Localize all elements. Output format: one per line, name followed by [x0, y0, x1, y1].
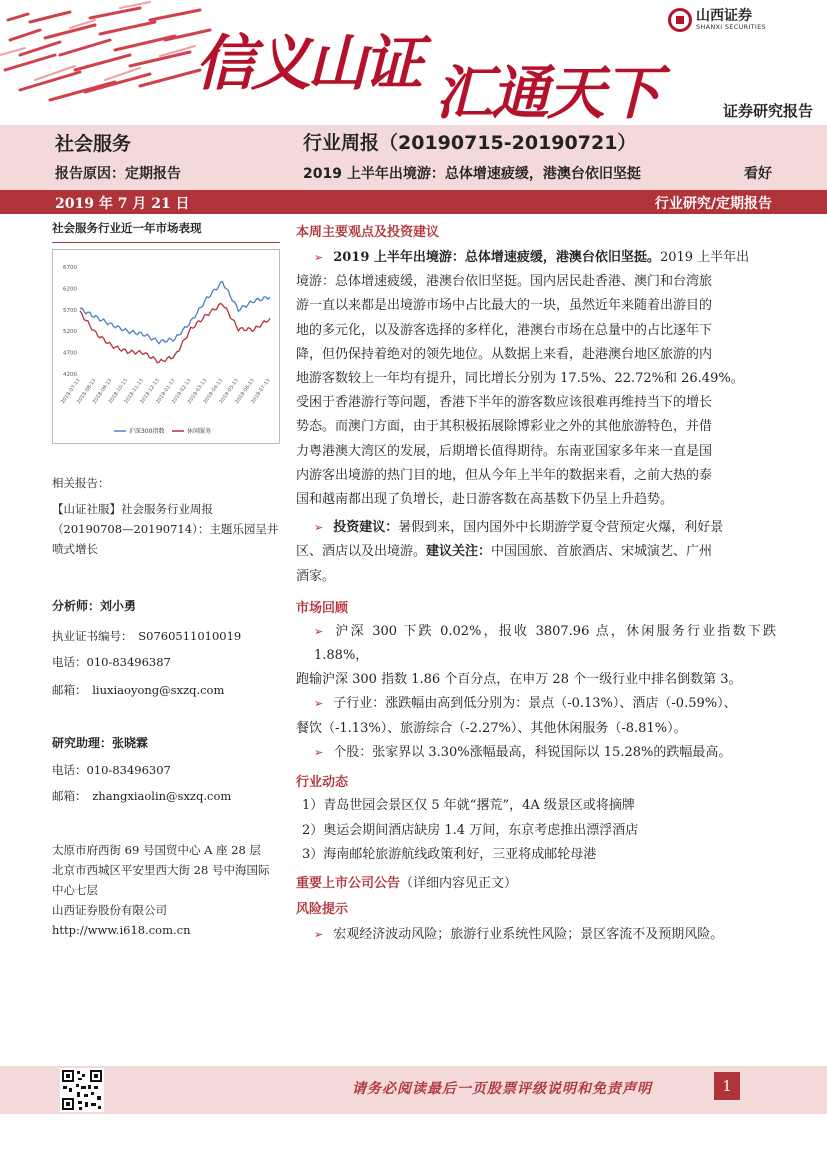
outbound-line-8: 力粤港澳大湾区的发展，后期增长值得期待。东南亚国家多年来一直是国	[296, 443, 713, 459]
assistant-name: 研究助理：张晓霖	[52, 736, 149, 750]
y-tick-label: 5200	[63, 329, 77, 336]
x-tick-label: 2018-09-13	[91, 377, 114, 405]
legend-label-1: 休闲服务	[187, 428, 212, 435]
announcements-note: （详细内容见正文）	[400, 875, 518, 891]
bullet-arrow-icon: ➢	[314, 745, 324, 759]
y-tick-label: 4700	[63, 350, 77, 357]
outbound-line-9: 内游客出境游的热门目的地，但从今年上半年的数据来看，之前大热的泰	[296, 467, 713, 483]
chart-frame	[53, 250, 280, 444]
analyst-name: 分析师：刘小勇	[52, 599, 137, 613]
x-tick-label: 2018-07-13	[60, 377, 82, 405]
outbound-lead: 2019 上半年出境游：总体增速疲缓，港澳台依旧坚挺。	[333, 250, 660, 265]
outbound-line-1: 境游：总体增速疲缓，港澳台依旧坚挺。国内居民赴香港、澳门和台湾旅	[296, 274, 713, 290]
news-item-3[interactable]: 3）海南邮轮旅游航线政策利好，三亚将成邮轮母港	[302, 847, 597, 863]
company-name: 山西证券股份有限公司	[52, 903, 167, 917]
investment-text-4: 酒家。	[296, 568, 336, 584]
market-line-2b: 餐饮（-1.13%）、旅游综合（-2.27%）、其他休闲服务（-8.81%）。	[296, 720, 687, 736]
y-tick-label: 5700	[63, 307, 77, 314]
page-number: 1	[714, 1072, 740, 1100]
announcements-row	[296, 872, 776, 891]
rating: 看好	[744, 166, 772, 182]
market-line-2a: 子行业：涨跌幅由高到低分别为：景点（-0.13%）、酒店（-0.59%）、	[333, 696, 737, 712]
x-tick-label: 2019-07-13	[250, 377, 272, 405]
company-logo	[668, 8, 766, 32]
paragraph-outbound-travel	[296, 246, 776, 512]
address-beijing: 北京市西城区平安里西大街 28 号中海国际中心七层	[52, 863, 270, 897]
outbound-line-2: 游一直以来都是出境游市场中占比最大的一块，虽然近年来随着出游目的	[296, 298, 713, 314]
x-tick-label: 2019-01-13	[155, 377, 177, 405]
outbound-line-6: 受困于香港游行等问题，香港下半年的游客数应该很难再维持当下的增长	[296, 395, 713, 411]
risk-text: 宏观经济波动风险；旅游行业系统性风险；景区客流不及预期风险。	[333, 926, 724, 942]
assistant-phone: 电话：010-83496307	[52, 763, 171, 777]
left-sidebar	[52, 220, 280, 937]
company-address	[52, 840, 280, 940]
logo-english-name: SHANXI SECURITIES	[696, 23, 766, 31]
industry-news-list	[296, 794, 776, 868]
risk-warning	[296, 923, 776, 947]
market-chart	[52, 249, 280, 444]
news-item-1[interactable]: 1）青岛世园会景区仅 5 年就“撂荒”，4A 级景区或将摘牌	[302, 798, 635, 814]
investment-lead: 投资建议：	[333, 520, 399, 536]
bullet-arrow-icon: ➢	[314, 927, 324, 941]
investment-text-2: 区、酒店以及出境游。	[296, 544, 427, 560]
legend-label-0: 沪深300指数	[129, 428, 165, 435]
market-line-1a: 沪深 300 下跌 0.02%，报收 3807.96 点，休闲服务行业指数下跌 1.88%，	[314, 623, 776, 664]
outbound-line-10: 国和越南都出现了负增长，赴日游客数在高基数下仍呈上升趋势。	[296, 492, 674, 508]
disclaimer: 请务必阅读最后一页股票评级说明和免责声明	[352, 1081, 652, 1097]
bullet-arrow-icon: ➢	[314, 624, 324, 638]
bullet-arrow-icon: ➢	[314, 521, 324, 535]
company-website[interactable]: http://www.i618.com.cn	[52, 923, 191, 937]
investment-text-3: 中国国旅、首旅酒店、宋城演艺、广州	[491, 544, 713, 560]
x-tick-label: 2019-06-13	[234, 377, 256, 405]
y-tick-label: 4200	[63, 372, 77, 378]
chart-svg	[52, 249, 280, 444]
x-tick-label: 2019-04-13	[202, 377, 225, 405]
x-tick-label: 2019-03-13	[186, 377, 209, 405]
market-line-3: 个股：张家界以 3.30%涨幅最高，科锐国际以 15.28%的跌幅最高。	[333, 744, 732, 760]
slogan-part2: 汇通天下	[435, 59, 660, 125]
outbound-line-7: 势态。而澳门方面，由于其积极拓展除博彩业之外的其他旅游特色，并借	[296, 419, 713, 435]
market-line-1b: 跑输沪深 300 指数 1.86 个百分点，在申万 28 个一级行业中排名倒数第 3。	[296, 672, 742, 688]
weekly-title: 行业周报（20190715-20190721）	[303, 132, 637, 154]
section-market-review-title: 市场回顾	[296, 600, 349, 616]
outbound-line-5: 地游客数较上一年均有提升，同比增长分别为 17.5%、22.72%和 26.49%。	[296, 371, 744, 387]
section-risk-title: 风险提示	[296, 901, 349, 917]
x-tick-label: 2019-05-13	[218, 377, 240, 405]
section-announcements-title: 重要上市公司公告	[296, 875, 401, 891]
related-reports-title: 相关报告：	[52, 476, 110, 490]
report-category: 行业研究/定期报告	[654, 196, 772, 212]
x-tick-label: 2018-08-13	[75, 377, 98, 405]
qr-code-icon[interactable]	[60, 1068, 104, 1112]
page-header	[0, 0, 827, 125]
bullet-arrow-icon: ➢	[314, 697, 324, 711]
analyst-cert: 执业证书编号： S0760511010019	[52, 629, 242, 643]
address-taiyuan: 太原市府西街 69 号国贸中心 A 座 28 层	[52, 843, 262, 857]
report-reason: 报告原因：定期报告	[55, 166, 181, 182]
outbound-line-4: 降，但仍保持着绝对的领先地位。从数据上来看，赴港澳台地区旅游的内	[296, 346, 713, 362]
main-content	[296, 221, 776, 947]
industry-name: 社会服务	[55, 133, 132, 155]
y-tick-label: 6700	[63, 265, 77, 271]
x-tick-label: 2019-02-13	[170, 377, 193, 405]
logo-name: 山西证券	[696, 8, 752, 24]
investment-focus: 建议关注：	[426, 544, 492, 560]
news-item-2[interactable]: 2）奥运会期间酒店缺房 1.4 万间，东京考虑推出漂浮酒店	[302, 822, 639, 838]
y-tick-label: 6200	[63, 286, 77, 293]
title-band	[0, 125, 827, 190]
logo-icon	[668, 8, 692, 32]
outbound-line-0: 2019 上半年出	[659, 250, 750, 265]
section-industry-news-title: 行业动态	[296, 775, 349, 791]
report-type: 证券研究报告	[722, 102, 813, 120]
headline: 2019 上半年出境游：总体增速疲缓，港澳台依旧坚挺	[303, 166, 641, 182]
section-views-title: 本周主要观点及投资建议	[296, 225, 440, 240]
analyst-email[interactable]: 邮箱： liuxiaoyong@sxzq.com	[52, 683, 225, 697]
slogan-part1: 信义山证	[195, 29, 419, 99]
date-bar	[0, 190, 827, 214]
outbound-line-3: 地的多元化，以及游客选择的多样化，港澳台市场在总量中的占比逐年下	[296, 322, 713, 338]
analyst-phone: 电话：010-83496387	[52, 655, 171, 669]
market-review	[296, 620, 776, 765]
related-report-link[interactable]: 【山证社服】社会服务行业周报（20190708—20190714）：主题乐园呈井喷式增长	[52, 502, 279, 556]
assistant-email[interactable]: 邮箱： zhangxiaolin@sxzq.com	[52, 789, 232, 803]
x-tick-label: 2018-11-13	[123, 377, 145, 405]
investment-text-1: 暑假到来，国内国外中长期游学夏令营预定火爆，利好景	[398, 520, 724, 536]
paragraph-investment	[296, 516, 776, 589]
report-date: 2019 年 7 月 21 日	[55, 196, 190, 212]
chart-title: 社会服务行业近一年市场表现	[52, 220, 280, 243]
x-tick-label: 2018-10-13	[107, 377, 130, 405]
bullet-arrow-icon: ➢	[314, 251, 324, 264]
x-tick-label: 2018-12-13	[139, 377, 161, 405]
